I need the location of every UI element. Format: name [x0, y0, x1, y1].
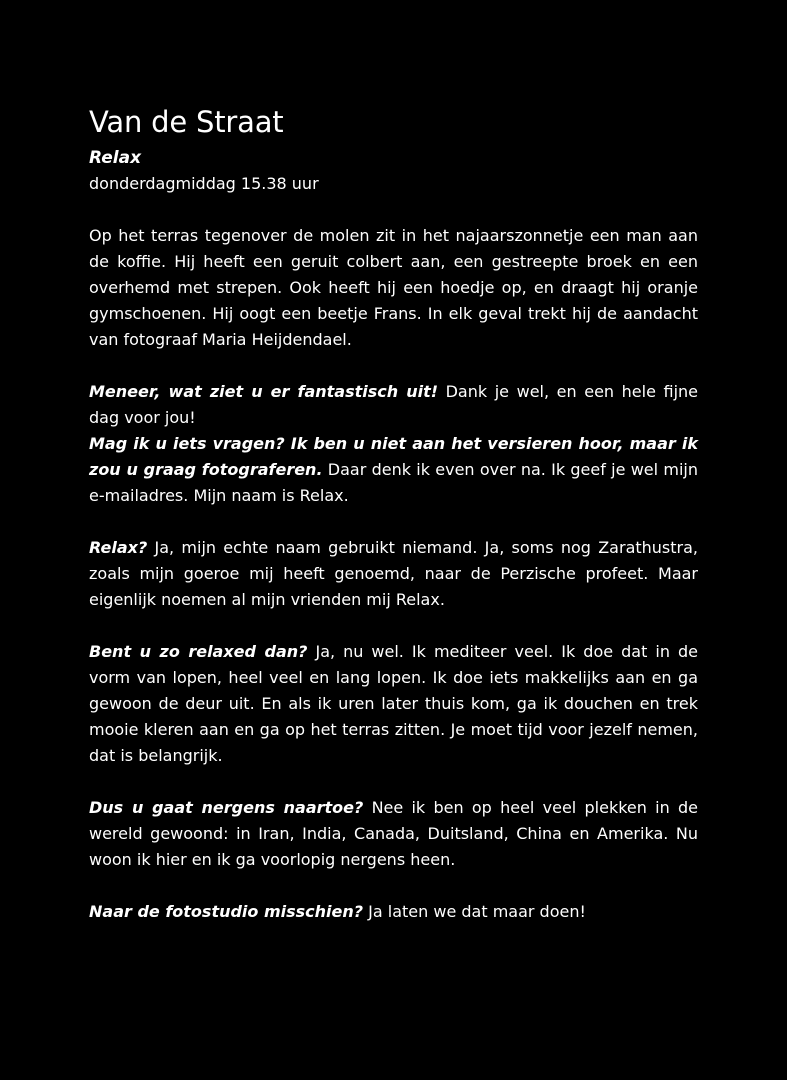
- question-text: Bent u zo relaxed dan?: [89, 642, 308, 661]
- question-text: Dus u gaat nergens naartoe?: [89, 798, 364, 817]
- question-text: Naar de fotostudio misschien?: [89, 902, 364, 921]
- answer-text: Dank je wel, en een hele fijne dag voor jou!: [89, 382, 698, 427]
- qa-paragraph-2: [89, 431, 698, 509]
- answer-text: Ja laten we dat maar doen!: [363, 902, 586, 921]
- question-text: Mag ik u iets vragen? Ik ben u niet aan het versieren hoor, maar ik zou u graag fotograferen.: [89, 434, 698, 479]
- question-text: Meneer, wat ziet u er fantastisch uit!: [89, 382, 439, 401]
- qa-paragraph-4: [89, 639, 698, 769]
- question-text: Relax?: [89, 538, 148, 557]
- article-title: Van de Straat: [89, 105, 284, 139]
- intro-paragraph: Op het terras tegenover de molen zit in het najaarszonnetje een man aan de koffie. Hij heeft een geruit colbert aan, een gestreepte broek en een overhemd met strepen. Ook heeft hij een hoedje op, en draagt hij oranje gymschoenen. Hij oogt een beetje Frans. In elk geval trekt hij de aandacht van fotograaf Maria Heijdendael.: [89, 226, 698, 349]
- qa-paragraph-3: [89, 535, 698, 613]
- article-datetime: donderdagmiddag 15.38 uur: [89, 174, 319, 193]
- answer-text: Ja, mijn echte naam gebruikt niemand. Ja, soms nog Zarathustra, zoals mijn goeroe mij heeft genoemd, naar de Perzische profeet. Maar eigenlijk noemen al mijn vrienden mij Relax.: [89, 538, 698, 609]
- answer-text: Nee ik ben op heel veel plekken in de wereld gewoond: in Iran, India, Canada, Duitsland, China en Amerika. Nu woon ik hier en ik ga voorlopig nergens heen.: [89, 798, 699, 869]
- answer-text: Daar denk ik even over na. Ik geef je wel mijn e-mailadres. Mijn naam is Relax.: [89, 460, 698, 505]
- article-subtitle: Relax: [89, 148, 142, 168]
- qa-paragraph-1: [89, 379, 698, 431]
- answer-text: Ja, nu wel. Ik mediteer veel. Ik doe dat in de vorm van lopen, heel veel en lang lopen. Ik doe iets makkelijks aan en ga gewoon de deur uit. En als ik uren later thuis kom, ga ik douchen en trek mooie kleren aan en ga op het terras zitten. Je moet tijd voor jezelf nemen, dat is belangrijk.: [89, 642, 698, 765]
- qa-paragraph-6: [89, 899, 698, 925]
- article: [89, 104, 698, 925]
- qa-paragraph-5: [89, 795, 698, 873]
